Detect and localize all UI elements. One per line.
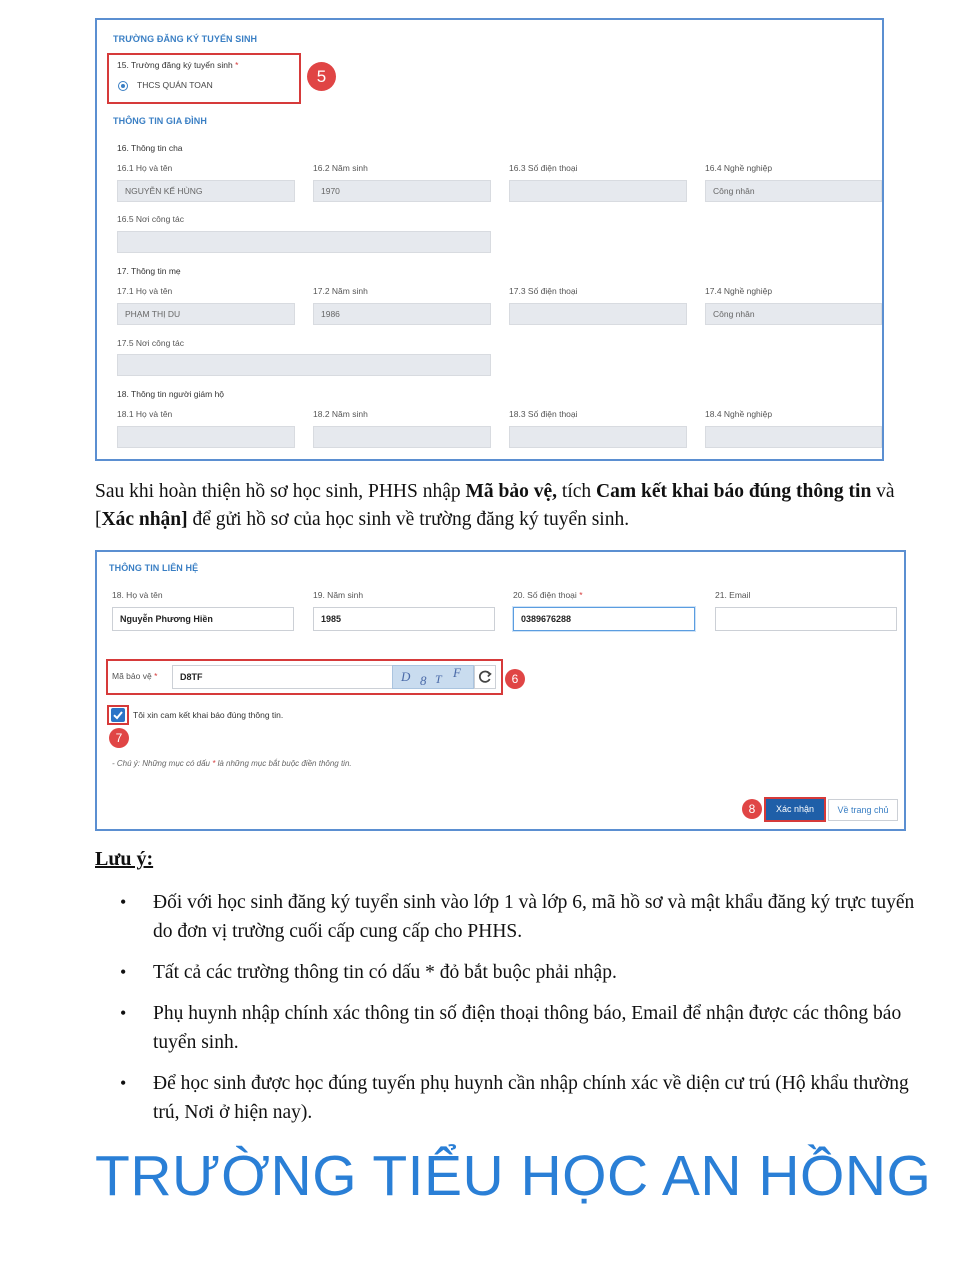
step-7-badge: 7 (109, 728, 129, 748)
step-8-badge: 8 (742, 799, 762, 819)
guardian-name-field (117, 426, 295, 448)
note-item: • Tất cả các trường thông tin có dấu * đỏ bắt buộc phải nhập. (118, 958, 918, 987)
father-job-field: Công nhân (705, 180, 882, 202)
contact-phone-label: 20. Số điện thoại * (513, 590, 583, 600)
school-field-label: 15. Trường đăng ký tuyển sinh * (117, 60, 239, 70)
father-work-label: 16.5 Nơi công tác (117, 214, 184, 224)
confirm-button[interactable]: Xác nhận (766, 799, 824, 820)
captcha-input[interactable]: D8TF (172, 665, 392, 689)
mother-phone-field (509, 303, 687, 325)
mother-heading: 17. Thông tin mẹ (117, 266, 181, 276)
father-heading: 16. Thông tin cha (117, 143, 183, 153)
notes-title: Lưu ý: (95, 848, 154, 870)
father-name-field: NGUYỄN KẾ HÙNG (117, 180, 295, 202)
home-button[interactable]: Về trang chủ (828, 799, 898, 821)
mother-phone-label: 17.3 Số điện thoại (509, 286, 578, 296)
note-item: • Để học sinh được học đúng tuyến phụ huynh cần nhập chính xác về diện cư trú (Hộ khẩu thường trú, Nơi ở hiện nay). (118, 1069, 918, 1127)
mother-job-label: 17.4 Nghề nghiệp (705, 286, 773, 296)
father-phone-field (509, 180, 687, 202)
mother-name-label: 17.1 Họ và tên (117, 286, 173, 296)
father-name-label: 16.1 Họ và tên (117, 163, 173, 173)
mother-work-field (117, 354, 491, 376)
father-birth-label: 16.2 Năm sinh (313, 163, 368, 173)
guardian-job-label: 18.4 Nghề nghiệp (705, 409, 773, 419)
step-5-badge: 5 (307, 62, 336, 91)
contact-birth-input[interactable]: 1985 (313, 607, 495, 631)
mother-birth-field: 1986 (313, 303, 491, 325)
required-note: - Chú ý: Những mục có dấu * là những mục bắt buộc điền thông tin. (112, 759, 352, 768)
family-section-title: THÔNG TIN GIA ĐÌNH (113, 116, 207, 126)
instruction-paragraph: Sau khi hoàn thiện hồ sơ học sinh, PHHS nhập Mã bảo vệ, tích Cam kết khai báo đúng thông tin và [Xác nhận] để gửi hồ sơ của học sinh về trường đăng ký tuyển sinh. (95, 481, 895, 530)
father-job-label: 16.4 Nghề nghiệp (705, 163, 773, 173)
mother-work-label: 17.5 Nơi công tác (117, 338, 184, 348)
guardian-phone-label: 18.3 Số điện thoại (509, 409, 578, 419)
guardian-name-label: 18.1 Họ và tên (117, 409, 173, 419)
school-name-footer: TRƯỜNG TIỂU HỌC AN HỒNG (95, 1144, 932, 1208)
contact-email-input[interactable] (715, 607, 897, 631)
highlight-box-school (107, 53, 301, 104)
highlight-box-checkbox (107, 705, 129, 725)
guardian-phone-field (509, 426, 687, 448)
step-6-badge: 6 (505, 669, 525, 689)
family-info-screenshot (95, 18, 884, 461)
father-work-field (117, 231, 491, 253)
guardian-job-field (705, 426, 882, 448)
contact-phone-input[interactable]: 0389676288 (513, 607, 695, 631)
contact-email-label: 21. Email (715, 590, 751, 600)
highlight-box-captcha (106, 659, 503, 695)
highlight-box-confirm (764, 797, 826, 822)
guardian-birth-label: 18.2 Năm sinh (313, 409, 368, 419)
mother-job-field: Công nhân (705, 303, 882, 325)
contact-info-screenshot (95, 550, 906, 831)
guardian-heading: 18. Thông tin người giám hộ (117, 389, 225, 399)
note-item: • Đối với học sinh đăng ký tuyển sinh vào lớp 1 và lớp 6, mã hồ sơ và mật khẩu đăng ký trực tuyến do đơn vị trường cuối cấp cung cấp cho PHHS. (118, 888, 918, 946)
commit-label: Tôi xin cam kết khai báo đúng thông tin. (133, 710, 284, 720)
father-birth-field: 1970 (313, 180, 491, 202)
note-item: • Phụ huynh nhập chính xác thông tin số điện thoại thông báo, Email để nhận được các thông báo tuyển sinh. (118, 999, 918, 1057)
contact-birth-label: 19. Năm sinh (313, 590, 364, 600)
mother-birth-label: 17.2 Năm sinh (313, 286, 368, 296)
admission-section-title: TRƯỜNG ĐĂNG KÝ TUYỂN SINH (113, 34, 258, 44)
captcha-image: D 8 T F (392, 665, 474, 689)
contact-name-label: 18. Họ và tên (112, 590, 163, 600)
mother-name-field: PHẠM THỊ DU (117, 303, 295, 325)
guardian-birth-field (313, 426, 491, 448)
captcha-label: Mã bảo vệ * (112, 671, 158, 681)
contact-section-title: THÔNG TIN LIÊN HỆ (109, 563, 199, 573)
school-option-label: THCS QUÁN TOAN (137, 80, 213, 90)
father-phone-label: 16.3 Số điện thoại (509, 163, 578, 173)
contact-name-input[interactable]: Nguyễn Phương Hiền (112, 607, 294, 631)
notes-list (118, 888, 918, 1139)
